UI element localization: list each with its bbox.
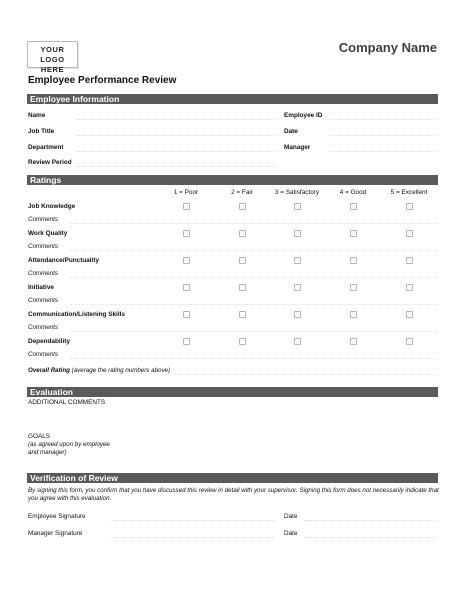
rating-checkbox[interactable] — [406, 257, 413, 264]
date-field[interactable] — [330, 126, 436, 136]
rating-checkbox[interactable] — [350, 338, 357, 345]
overall-rating-label: Overall Rating — [28, 367, 70, 374]
comments-field[interactable] — [70, 222, 438, 224]
comments-field[interactable] — [70, 249, 438, 251]
comments-field[interactable] — [70, 276, 438, 278]
logo-placeholder — [27, 41, 78, 74]
rating-checkbox[interactable] — [294, 311, 301, 318]
goals-field[interactable] — [110, 433, 438, 459]
rating-checkbox[interactable] — [406, 311, 413, 318]
comments-label: Comments — [28, 297, 58, 304]
manager-signature-field[interactable] — [110, 528, 275, 538]
employee-id-field[interactable] — [330, 110, 436, 120]
comments-label: Comments — [28, 351, 58, 358]
manager-label: Manager — [284, 144, 311, 151]
rating-checkbox[interactable] — [406, 203, 413, 210]
rating-checkbox[interactable] — [239, 338, 246, 345]
date-label: Date — [284, 128, 298, 135]
comments-field[interactable] — [70, 357, 438, 359]
employee-signature-field[interactable] — [110, 511, 275, 521]
rating-checkbox[interactable] — [183, 230, 190, 237]
rating-checkbox[interactable] — [294, 257, 301, 264]
manager-field[interactable] — [330, 142, 436, 152]
additional-comments-field[interactable] — [110, 399, 438, 425]
section-evaluation: Evaluation — [27, 387, 438, 397]
section-verification: Verification of Review — [27, 473, 438, 483]
rating-checkbox[interactable] — [350, 203, 357, 210]
scale-4-header: 4 = Good — [339, 189, 367, 196]
rating-checkbox[interactable] — [183, 311, 190, 318]
rating-checkbox[interactable] — [406, 230, 413, 237]
page-title: Employee Performance Review — [28, 75, 177, 86]
manager-signature-label: Manager Signature — [28, 530, 83, 537]
goals-note-line-2: and manager) — [28, 449, 67, 456]
comments-label: Comments — [28, 243, 58, 250]
comments-label: Comments — [28, 216, 58, 223]
rating-checkbox[interactable] — [239, 284, 246, 291]
manager-date-field[interactable] — [304, 528, 436, 538]
section-ratings: Ratings — [27, 175, 438, 185]
rating-checkbox[interactable] — [294, 284, 301, 291]
additional-comments-label: ADDITIONAL COMMENTS — [28, 399, 106, 406]
rating-checkbox[interactable] — [239, 311, 246, 318]
name-label: Name — [28, 112, 46, 119]
criterion-work-quality: Work Quality — [28, 230, 68, 237]
rating-checkbox[interactable] — [350, 257, 357, 264]
verification-statement-line-1: By signing this form, you confirm that you have discussed this review in detail with your supervisor. Signing this form does not necessarily indicate that — [28, 487, 439, 494]
rating-checkbox[interactable] — [350, 284, 357, 291]
rating-checkbox[interactable] — [183, 338, 190, 345]
rating-checkbox[interactable] — [294, 338, 301, 345]
manager-date-label: Date — [284, 530, 298, 537]
rating-checkbox[interactable] — [183, 203, 190, 210]
comments-field[interactable] — [70, 303, 438, 305]
rating-checkbox[interactable] — [350, 230, 357, 237]
logo-line-2: HERE — [40, 65, 65, 74]
rating-checkbox[interactable] — [183, 257, 190, 264]
scale-2-header: 2 = Fair — [231, 189, 253, 196]
section-employee-information: Employee Information — [27, 94, 438, 104]
job-title-field[interactable] — [76, 126, 276, 136]
scale-5-header: 5 = Excellent — [390, 189, 428, 196]
company-name: Company Name — [338, 40, 437, 55]
employee-id-label: Employee ID — [284, 112, 323, 119]
department-field[interactable] — [76, 142, 276, 152]
employee-signature-label: Employee Signature — [28, 513, 86, 520]
rating-checkbox[interactable] — [406, 284, 413, 291]
rating-checkbox[interactable] — [239, 230, 246, 237]
criterion-job-knowledge: Job Knowledge — [28, 203, 76, 210]
review-period-field[interactable] — [76, 157, 276, 167]
rating-checkbox[interactable] — [239, 203, 246, 210]
review-period-label: Review Period — [28, 159, 72, 166]
criterion-initiative: Initiative — [28, 284, 54, 291]
overall-rating-field[interactable] — [175, 373, 438, 375]
rating-checkbox[interactable] — [294, 203, 301, 210]
comments-label: Comments — [28, 270, 58, 277]
goals-note-line-1: (as agreed upon by employee — [28, 441, 110, 448]
rating-checkbox[interactable] — [294, 230, 301, 237]
job-title-label: Job Title — [28, 128, 55, 135]
rating-checkbox[interactable] — [183, 284, 190, 291]
department-label: Department — [28, 144, 64, 151]
employee-date-field[interactable] — [304, 511, 436, 521]
name-field[interactable] — [76, 110, 276, 120]
criterion-communication-listening: Communication/Listening Skills — [28, 311, 125, 318]
goals-label: GOALS — [28, 433, 51, 440]
comments-label: Comments — [28, 324, 58, 331]
scale-3-header: 3 = Satisfactory — [274, 189, 320, 196]
verification-statement-line-2: you agree with this evaluation. — [28, 495, 112, 502]
scale-1-header: 1 = Poor — [173, 189, 199, 196]
comments-field[interactable] — [70, 330, 438, 332]
overall-rating-note: (average the rating numbers above) — [69, 367, 171, 374]
overall-rating — [28, 367, 170, 374]
logo-line-1: YOUR LOGO — [40, 45, 65, 64]
employee-date-label: Date — [284, 513, 298, 520]
criterion-attendance-punctuality: Attendance/Punctuality — [28, 257, 100, 264]
rating-checkbox[interactable] — [406, 338, 413, 345]
rating-checkbox[interactable] — [239, 257, 246, 264]
rating-checkbox[interactable] — [350, 311, 357, 318]
criterion-dependability: Dependability — [28, 338, 70, 345]
